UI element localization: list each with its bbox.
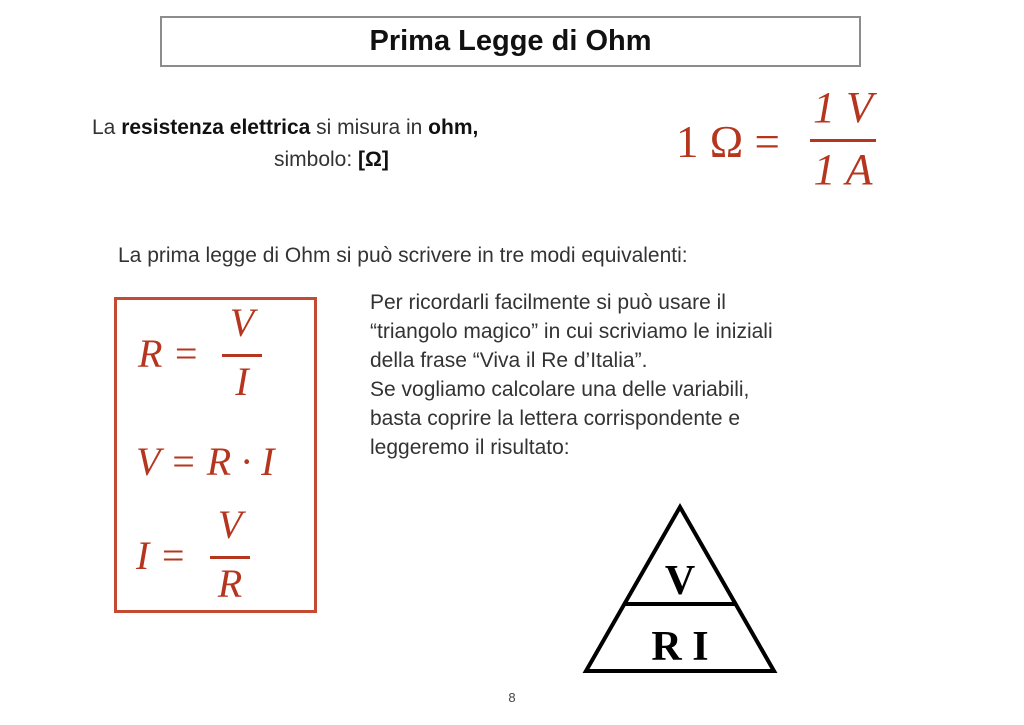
formula-v-equals-r-times-i: V = R · I [136, 439, 275, 484]
formula-3-lhs: I = [136, 533, 187, 578]
ohm-definition-lhs: 1 Ω = [676, 117, 780, 167]
triangle-letters-r-i: R I [651, 624, 709, 670]
slide-title: Prima Legge di Ohm [160, 16, 861, 67]
ohm-definition-denominator: 1 A [813, 145, 873, 194]
formula-3-denominator: R [217, 561, 243, 606]
page-number: 8 [508, 690, 516, 705]
intro-text-2: si misura in [310, 116, 429, 139]
intro-bold-resistance: resistenza elettrica [121, 116, 311, 139]
magic-triangle [578, 500, 782, 678]
symbol-value: [Ω] [358, 148, 389, 171]
explanation-line: della frase “Viva il Re d’Italia”. [370, 349, 648, 372]
ohm-definition-formula [676, 84, 876, 196]
explanation-line: basta coprire la lettera corrispondente e [370, 407, 741, 430]
explanation-line: Per ricordarli facilmente si può usare il [370, 291, 726, 314]
formula-3-fraction-bar [210, 556, 250, 559]
triangle-letter-v: V [664, 558, 696, 604]
explanation-line: leggeremo il risultato: [370, 436, 570, 459]
formula-r-equals-v-over-i [138, 300, 278, 413]
formula-1-lhs: R = [138, 331, 200, 376]
ohm-definition-fraction-bar [810, 139, 876, 142]
intro-text-1: La [92, 116, 122, 139]
formula-1-numerator: V [229, 300, 255, 345]
formula-1-denominator: I [235, 359, 249, 404]
formula-1-fraction-bar [222, 354, 262, 357]
equivalent-forms-text: La prima legge di Ohm si può scrivere in tre modi equivalenti: [118, 244, 688, 267]
explanation-line: “triangolo magico” in cui scriviamo le iniziali [370, 320, 773, 343]
explanation-line: Se vogliamo calcolare una delle variabili, [370, 378, 750, 401]
formula-i-equals-v-over-r [136, 502, 276, 615]
intro-bold-ohm: ohm, [428, 116, 479, 139]
symbol-label: simbolo: [274, 148, 359, 171]
ohm-definition-numerator: 1 V [813, 83, 873, 132]
resistance-intro [92, 112, 622, 176]
magic-triangle-explanation [370, 288, 970, 462]
formula-3-numerator: V [217, 502, 243, 547]
